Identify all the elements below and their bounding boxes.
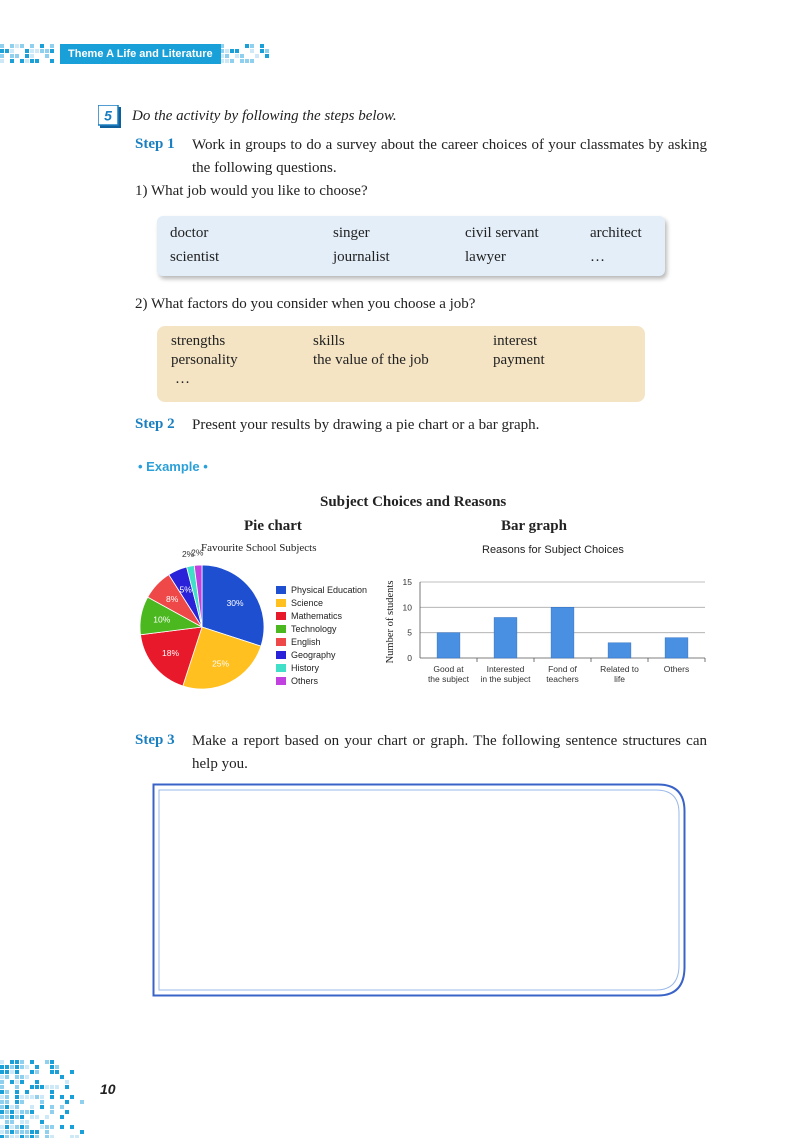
pie-slice-label: 2% <box>191 547 204 558</box>
activity-instruction: Do the activity by following the steps below. <box>132 108 397 124</box>
x-tick-label: Interested <box>486 664 525 674</box>
factor-word: personality <box>171 352 238 368</box>
page-number: 10 <box>100 1081 116 1097</box>
x-tick-label: Good at <box>433 664 464 674</box>
step2-text: Present your results by drawing a pie chart or a bar graph. <box>192 417 540 433</box>
legend-item <box>276 661 367 674</box>
activity-number: 5 <box>104 107 112 124</box>
legend-swatch <box>276 625 286 633</box>
legend-label: Mathematics <box>291 611 343 622</box>
job-word: lawyer <box>465 249 506 265</box>
legend-label: Technology <box>291 624 337 635</box>
factor-word: strengths <box>171 333 226 349</box>
x-tick-label: in the subject <box>480 674 531 684</box>
job-word: journalist <box>333 249 390 265</box>
bar-heading: Bar graph <box>501 518 567 534</box>
question-2: 2) What factors do you consider when you choose a job? <box>135 296 476 312</box>
legend-label: Physical Education <box>291 585 368 596</box>
bar <box>437 633 460 658</box>
legend-swatch <box>276 651 286 659</box>
step2-label: Step 2 <box>135 416 175 432</box>
legend-swatch <box>276 586 286 594</box>
factors-box <box>157 326 645 402</box>
x-tick-label: the subject <box>427 674 470 684</box>
job-word: scientist <box>170 249 220 265</box>
job-word: singer <box>333 225 370 241</box>
legend-swatch <box>276 664 286 672</box>
x-tick-label: Others <box>663 664 690 674</box>
legend-item <box>276 674 367 687</box>
job-word: … <box>590 249 605 265</box>
y-axis-label: Number of students <box>385 580 396 664</box>
theme-label: Theme A Life and Literature <box>60 44 221 64</box>
pie-slice-label: 25% <box>212 658 230 669</box>
report-writing-box[interactable] <box>152 783 686 997</box>
bar <box>494 618 517 659</box>
factor-word: skills <box>313 333 345 349</box>
bar-title: Reasons for Subject Choices <box>482 544 624 556</box>
activity-number-badge <box>98 105 122 129</box>
legend-item <box>276 597 367 610</box>
question-1: 1) What job would you like to choose? <box>135 183 368 199</box>
legend-item <box>276 648 367 661</box>
legend-label: Science <box>291 598 324 609</box>
pie-legend <box>276 584 367 687</box>
step3-label: Step 3 <box>135 732 175 748</box>
factor-word: payment <box>493 352 545 368</box>
charts-title: Subject Choices and Reasons <box>320 494 507 510</box>
legend-item <box>276 636 367 649</box>
pie-chart <box>130 547 275 705</box>
pie-slice-label: 18% <box>161 648 180 659</box>
job-word: architect <box>590 225 642 241</box>
factor-word: … <box>175 371 190 387</box>
legend-label: Others <box>291 675 319 686</box>
job-word: doctor <box>170 225 209 241</box>
legend-swatch <box>276 638 286 646</box>
legend-item <box>276 584 367 597</box>
bar <box>608 643 631 658</box>
legend-item <box>276 610 367 623</box>
pie-slice-label: 5% <box>179 584 192 595</box>
legend-swatch <box>276 599 286 607</box>
pie-title: Favourite School Subjects <box>201 542 317 554</box>
x-tick-label: Fond of <box>548 664 577 674</box>
x-tick-label: Related to <box>600 664 639 674</box>
legend-label: History <box>291 662 320 673</box>
pie-slice-label: 30% <box>226 597 244 608</box>
factor-word: interest <box>493 333 538 349</box>
footer-pixel-decoration <box>0 1060 100 1143</box>
y-tick-label: 0 <box>407 653 412 663</box>
jobs-box <box>157 216 665 276</box>
x-tick-label: life <box>614 674 625 684</box>
legend-label: English <box>291 637 321 647</box>
bar-chart <box>380 570 720 697</box>
legend-swatch <box>276 612 286 620</box>
job-word: civil servant <box>465 225 539 241</box>
legend-swatch <box>276 677 286 685</box>
legend-item <box>276 623 367 636</box>
bar <box>551 607 574 658</box>
step1-text: Work in groups to do a survey about the career choices of your classmates by asking the following questions. <box>192 137 707 176</box>
y-tick-label: 15 <box>402 577 412 587</box>
legend-label: Geography <box>291 649 336 660</box>
y-tick-label: 10 <box>402 602 412 613</box>
step1-label: Step 1 <box>135 136 175 152</box>
pie-slice-label: 10% <box>153 614 171 625</box>
bar <box>665 638 688 658</box>
y-tick-label: 5 <box>407 627 412 638</box>
pie-slice-label: 2% <box>181 548 195 559</box>
pie-slice-label: 8% <box>166 594 179 604</box>
x-tick-label: teachers <box>546 674 579 684</box>
example-label: • Example • <box>138 459 208 474</box>
pie-heading: Pie chart <box>244 518 302 534</box>
factor-word: the value of the job <box>313 352 429 368</box>
step3-text: Make a report based on your chart or graph. The following sentence structures can help you. <box>192 733 707 772</box>
